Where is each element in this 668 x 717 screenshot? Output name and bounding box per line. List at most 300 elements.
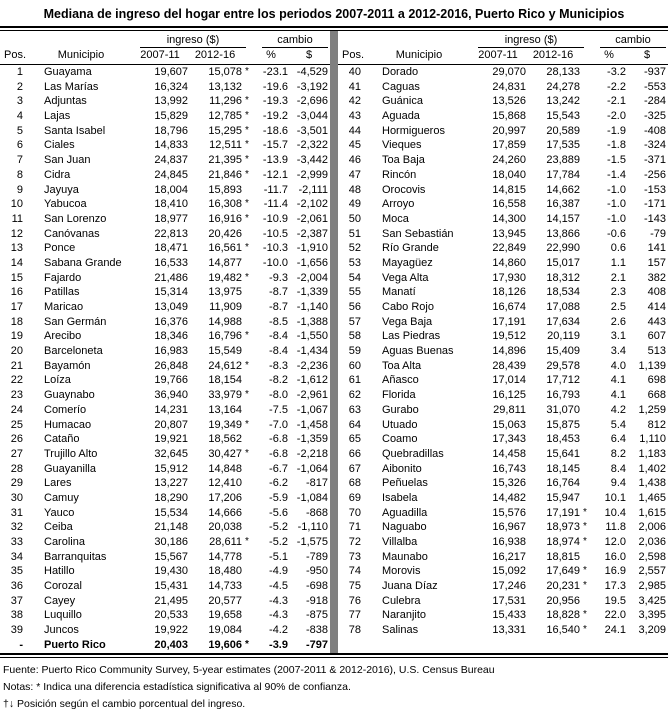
significance-star xyxy=(580,153,592,168)
change-usd-cell: 1,465 xyxy=(638,491,666,504)
municipio-cell: Culebra xyxy=(382,594,421,607)
change-usd-cell: -2,322 xyxy=(296,139,328,152)
significance-star xyxy=(580,491,592,506)
change-pct-cell: -2.1 xyxy=(607,95,626,108)
income-2012-16-cell: 13,975 xyxy=(208,286,242,299)
pos-cell: 52 xyxy=(348,242,361,255)
change-usd-cell: 443 xyxy=(647,315,666,328)
change-pct-cell: -1.0 xyxy=(607,198,626,211)
significance-star xyxy=(580,447,592,462)
table-row xyxy=(0,447,330,462)
municipio-cell: Bayamón xyxy=(44,359,91,372)
significance-star xyxy=(580,271,592,286)
table-row xyxy=(338,109,668,124)
income-2007-11-cell: 24,260 xyxy=(492,154,526,167)
group-spacer xyxy=(338,34,470,48)
table-row xyxy=(338,271,668,286)
table-row xyxy=(0,550,330,565)
change-pct-cell: -7.0 xyxy=(269,418,288,431)
income-2007-11-cell: 16,967 xyxy=(492,521,526,534)
municipio-cell: Mayagüez xyxy=(382,256,433,269)
income-2007-11-cell: 15,431 xyxy=(154,580,188,593)
pos-cell: 9 xyxy=(16,183,23,196)
pos-cell: 6 xyxy=(16,139,23,152)
municipio-cell: Carolina xyxy=(44,536,85,548)
table-row xyxy=(338,212,668,227)
income-2012-16-cell: 15,543 xyxy=(546,110,580,123)
income-2007-11-cell: 19,512 xyxy=(492,330,526,343)
significance-star xyxy=(580,373,592,388)
pos-cell: 11 xyxy=(11,212,23,225)
change-pct-cell: 1.1 xyxy=(610,256,626,269)
table-row xyxy=(0,94,330,109)
change-pct-cell: -1.0 xyxy=(607,183,626,196)
municipio-header: Municipio xyxy=(395,49,443,61)
table-row xyxy=(0,168,330,183)
table-row xyxy=(0,80,330,95)
pos-cell: 70 xyxy=(348,506,361,519)
change-pct-cell: -8.4 xyxy=(269,345,288,358)
change-pct-cell: -6.2 xyxy=(269,477,288,490)
pos-cell: 68 xyxy=(348,477,361,490)
municipio-cell: Canóvanas xyxy=(44,227,100,240)
change-usd-cell: -2,111 xyxy=(298,183,328,196)
income-2007-11-cell: 16,743 xyxy=(492,462,526,475)
significance-star: * xyxy=(583,580,587,592)
table-row xyxy=(0,594,330,609)
table-row xyxy=(0,491,330,506)
pos-cell: - xyxy=(19,638,23,651)
income-2007-11-cell: 32,645 xyxy=(154,447,188,460)
table-row xyxy=(338,506,668,521)
table-row xyxy=(338,197,668,212)
table-row xyxy=(0,564,330,579)
income-2007-11-cell: 15,326 xyxy=(492,477,526,490)
income-2012-16-cell: 14,877 xyxy=(208,256,242,269)
income-2012-16-cell: 16,308 xyxy=(208,198,242,211)
income-2012-16-cell: 14,848 xyxy=(208,462,242,475)
income-2007-11-cell: 14,458 xyxy=(492,447,526,460)
municipio-cell: Arroyo xyxy=(382,198,415,211)
income-2007-11-cell: 19,607 xyxy=(154,66,188,78)
municipio-cell: Coamo xyxy=(382,433,418,446)
municipio-cell: Yabucoa xyxy=(44,198,87,211)
change-usd-cell: -789 xyxy=(305,550,328,563)
table-row xyxy=(338,315,668,330)
pos-cell: 42 xyxy=(348,95,361,108)
change-pct-cell: -8.4 xyxy=(269,330,288,343)
significance-star xyxy=(580,300,592,315)
income-2007-11-cell: 22,849 xyxy=(492,242,526,255)
income-2012-16-cell: 12,785 xyxy=(208,110,242,123)
pos-cell: 56 xyxy=(348,301,361,313)
pos-cell: 22 xyxy=(10,374,23,387)
pos-cell: 25 xyxy=(10,418,23,431)
municipio-cell: Gurabo xyxy=(382,403,419,416)
significance-star xyxy=(242,579,254,594)
table-row xyxy=(338,344,668,359)
income-2007-11-cell: 13,331 xyxy=(492,624,526,637)
income-2012-16-cell: 20,589 xyxy=(546,124,580,137)
income-2007-11-cell: 15,534 xyxy=(154,506,188,519)
municipio-cell: Isabela xyxy=(382,491,418,504)
income-2007-11-cell: 20,403 xyxy=(154,638,188,651)
municipio-cell: Peñuelas xyxy=(382,477,428,490)
table-row xyxy=(0,315,330,330)
municipio-cell: Jayuya xyxy=(44,183,79,196)
municipio-cell: Caguas xyxy=(382,80,420,93)
income-2012-16-cell: 18,534 xyxy=(546,286,580,299)
table-row xyxy=(338,432,668,447)
change-usd-cell: -171 xyxy=(643,198,666,211)
income-2012-16-cell: 13,242 xyxy=(546,95,580,108)
pos-cell: 19 xyxy=(10,330,23,343)
municipio-cell: Guánica xyxy=(382,95,423,108)
pos-cell: 1 xyxy=(16,66,23,78)
source-note: Fuente: Puerto Rico Community Survey, 5-year estimates (2007-2011 & 2012-2016), U.S. Census Bureau xyxy=(3,663,495,676)
table-row xyxy=(338,168,668,183)
pos-cell: 39 xyxy=(10,624,23,637)
municipio-cell: Vieques xyxy=(382,139,422,152)
income-2012-16-cell: 31,070 xyxy=(546,403,580,416)
cambio-group-header: cambio xyxy=(600,34,666,48)
pos-cell: 2 xyxy=(16,80,23,93)
table-row xyxy=(0,241,330,256)
pos-cell: 78 xyxy=(348,624,361,637)
pos-cell: 8 xyxy=(16,168,23,181)
change-usd-cell: -918 xyxy=(305,594,328,607)
change-usd-cell: -838 xyxy=(305,624,328,637)
income-2012-16-cell: 14,988 xyxy=(208,315,242,328)
income-2007-11-cell: 14,231 xyxy=(154,403,188,416)
significance-star: * xyxy=(245,389,249,401)
pos-cell: 65 xyxy=(348,433,361,446)
income-2007-11-cell: 15,912 xyxy=(154,462,188,475)
change-pct-cell: -18.6 xyxy=(262,124,288,137)
significance-note: Notas: * Indica una diferencia estadística significativa al 90% de confianza. xyxy=(3,680,351,693)
income-2007-11-cell: 24,831 xyxy=(492,80,526,93)
table-row xyxy=(338,153,668,168)
change-usd-cell: -1,388 xyxy=(296,315,328,328)
table-row xyxy=(338,623,668,638)
table-row xyxy=(0,271,330,286)
income-2007-11-cell: 15,314 xyxy=(154,286,188,299)
pos-cell: 12 xyxy=(10,227,23,240)
pos-cell: 13 xyxy=(10,242,23,255)
significance-star: * xyxy=(245,198,249,210)
income-2007-11-cell: 17,343 xyxy=(492,433,526,446)
change-pct-cell: 8.2 xyxy=(610,447,626,460)
table-row xyxy=(338,403,668,418)
income-2007-11-cell: 19,921 xyxy=(154,433,188,446)
income-2012-16-cell: 17,649 xyxy=(546,565,580,578)
municipio-cell: Cabo Rojo xyxy=(382,301,434,313)
change-pct-cell: 9.4 xyxy=(610,477,626,490)
income-2012-16-cell: 15,017 xyxy=(546,256,580,269)
significance-star xyxy=(242,432,254,447)
income-2007-11-cell: 16,324 xyxy=(154,80,188,93)
municipio-cell: Naguabo xyxy=(382,521,427,534)
period1-header: 2007-11 xyxy=(140,49,180,61)
change-pct-cell: -11.7 xyxy=(263,183,288,196)
municipio-cell: Guayanilla xyxy=(44,462,96,475)
pos-header: Pos. xyxy=(341,49,364,61)
change-pct-cell: -9.3 xyxy=(269,271,288,284)
change-usd-cell: -3,501 xyxy=(296,124,328,137)
change-usd-cell: 1,139 xyxy=(638,359,666,372)
income-2007-11-cell: 22,813 xyxy=(154,227,188,240)
income-2007-11-cell: 19,922 xyxy=(154,624,188,637)
significance-star: * xyxy=(245,212,249,224)
table-row xyxy=(0,403,330,418)
significance-star: * xyxy=(583,521,587,533)
pos-cell: 73 xyxy=(348,550,361,563)
change-usd-cell: 3,209 xyxy=(638,624,666,637)
table-row xyxy=(0,623,330,638)
municipio-cell: Barceloneta xyxy=(44,345,103,358)
income-2007-11-cell: 15,433 xyxy=(492,609,526,622)
municipio-cell: Guayama xyxy=(44,66,92,78)
significance-star xyxy=(580,80,592,95)
income-2012-16-cell: 14,733 xyxy=(208,580,242,593)
change-usd-cell: 668 xyxy=(647,389,666,402)
pct-header: % xyxy=(604,49,614,61)
income-2007-11-cell: 18,796 xyxy=(154,124,188,137)
significance-star: * xyxy=(245,154,249,166)
pos-cell: 3 xyxy=(16,95,23,108)
municipio-cell: Orocovis xyxy=(382,183,426,196)
income-2007-11-cell: 20,997 xyxy=(492,124,526,137)
income-2012-16-cell: 20,426 xyxy=(208,227,242,240)
income-2012-16-cell: 15,295 xyxy=(208,124,242,137)
pos-cell: 75 xyxy=(348,580,361,593)
change-pct-cell: -11.4 xyxy=(263,198,288,211)
pos-cell: 51 xyxy=(348,227,361,240)
income-2007-11-cell: 13,049 xyxy=(154,301,188,313)
pos-cell: 63 xyxy=(348,403,361,416)
significance-star xyxy=(242,403,254,418)
change-usd-cell: 1,259 xyxy=(638,403,666,416)
income-2007-11-cell: 18,346 xyxy=(154,330,188,343)
change-usd-cell: -284 xyxy=(643,95,666,108)
change-pct-cell: -19.2 xyxy=(262,110,288,123)
municipio-cell: Juana Díaz xyxy=(382,580,438,593)
change-usd-cell: -817 xyxy=(305,477,328,490)
significance-star: * xyxy=(583,609,587,621)
pos-cell: 58 xyxy=(348,330,361,343)
change-usd-cell: -1,656 xyxy=(296,256,328,269)
table-row xyxy=(338,241,668,256)
change-usd-cell: -2,218 xyxy=(296,447,328,460)
pos-cell: 21 xyxy=(10,359,23,372)
municipio-cell: Moca xyxy=(382,212,409,225)
change-usd-cell: -2,696 xyxy=(296,95,328,108)
change-usd-cell: -4,529 xyxy=(296,66,328,78)
period1-header: 2007-11 xyxy=(478,49,518,61)
income-2007-11-cell: 15,868 xyxy=(492,110,526,123)
table-row xyxy=(0,109,330,124)
change-pct-cell: 4.2 xyxy=(610,403,626,416)
change-pct-cell: -15.7 xyxy=(262,139,288,152)
table-row xyxy=(338,285,668,300)
pos-cell: 41 xyxy=(348,80,361,93)
income-2007-11-cell: 13,992 xyxy=(154,95,188,108)
pos-cell: 45 xyxy=(348,139,361,152)
table-row xyxy=(338,535,668,550)
table-row xyxy=(0,462,330,477)
pos-cell: 44 xyxy=(348,124,361,137)
change-usd-cell: -1,339 xyxy=(296,286,328,299)
change-usd-cell: 1,438 xyxy=(638,477,666,490)
income-2007-11-cell: 16,938 xyxy=(492,536,526,548)
municipio-cell: Aibonito xyxy=(382,462,422,475)
municipio-cell: Salinas xyxy=(382,624,419,637)
income-2012-16-cell: 12,410 xyxy=(208,477,242,490)
column-header-row xyxy=(338,48,668,65)
table-row xyxy=(338,462,668,477)
table-row xyxy=(338,447,668,462)
municipio-cell: Quebradillas xyxy=(382,447,444,460)
pos-cell: 10 xyxy=(10,198,23,211)
pos-cell: 38 xyxy=(10,609,23,622)
change-pct-cell: -8.5 xyxy=(269,315,288,328)
pos-cell: 17 xyxy=(10,301,23,313)
change-pct-cell: -10.0 xyxy=(262,256,288,269)
change-usd-cell: 2,985 xyxy=(638,580,666,593)
income-2012-16-cell: 13,866 xyxy=(546,227,580,240)
income-2012-16-cell: 19,084 xyxy=(208,624,242,637)
income-2007-11-cell: 15,567 xyxy=(154,550,188,563)
income-2012-16-cell: 18,312 xyxy=(546,271,580,284)
pos-cell: 69 xyxy=(348,491,361,504)
change-usd-cell: 513 xyxy=(647,345,666,358)
income-2012-16-cell: 17,784 xyxy=(546,168,580,181)
pos-header: Pos. xyxy=(3,49,26,61)
significance-star xyxy=(242,491,254,506)
income-2012-16-cell: 19,349 xyxy=(208,418,242,431)
significance-star xyxy=(242,183,254,198)
income-2012-16-cell: 12,511 xyxy=(209,139,242,152)
income-2007-11-cell: 18,290 xyxy=(154,491,188,504)
municipio-cell: Patillas xyxy=(44,286,80,299)
change-pct-cell: -8.7 xyxy=(269,301,288,313)
income-2012-16-cell: 14,666 xyxy=(208,506,242,519)
change-pct-cell: 2.5 xyxy=(610,301,626,313)
income-2012-16-cell: 17,088 xyxy=(546,301,580,313)
pos-cell: 71 xyxy=(348,521,361,534)
significance-star xyxy=(580,344,592,359)
municipio-cell: Utuado xyxy=(382,418,418,431)
income-2012-16-cell: 17,634 xyxy=(546,315,580,328)
pos-cell: 26 xyxy=(10,433,23,446)
significance-star xyxy=(580,462,592,477)
table-row xyxy=(0,579,330,594)
change-usd-cell: 3,425 xyxy=(638,594,666,607)
change-usd-cell: -1,359 xyxy=(296,433,328,446)
pos-cell: 54 xyxy=(348,271,361,284)
change-pct-cell: -1.8 xyxy=(607,139,626,152)
change-pct-cell: 19.5 xyxy=(604,594,626,607)
municipio-cell: Manatí xyxy=(382,286,416,299)
municipio-cell: Las Piedras xyxy=(382,330,441,343)
income-2007-11-cell: 24,845 xyxy=(154,168,188,181)
significance-star xyxy=(580,418,592,433)
income-2012-16-cell: 16,793 xyxy=(546,389,580,402)
significance-star: * xyxy=(245,536,249,547)
income-2007-11-cell: 26,848 xyxy=(154,359,188,372)
income-2007-11-cell: 14,896 xyxy=(492,345,526,358)
income-2007-11-cell: 16,983 xyxy=(154,345,188,358)
significance-star: * xyxy=(245,139,249,151)
pos-cell: 49 xyxy=(348,198,361,211)
ingreso-group-header: ingreso ($) xyxy=(478,34,584,48)
table-row xyxy=(0,124,330,139)
change-pct-cell: -4.5 xyxy=(269,580,288,593)
municipio-cell: Vega Baja xyxy=(382,315,433,328)
ingreso-group-header: ingreso ($) xyxy=(140,34,246,48)
table-row xyxy=(338,418,668,433)
municipio-cell: Añasco xyxy=(382,374,419,387)
municipio-cell: Adjuntas xyxy=(44,95,87,108)
change-usd-cell: -868 xyxy=(305,506,328,519)
change-pct-cell: -4.3 xyxy=(269,609,288,622)
change-pct-cell: 16.0 xyxy=(604,550,626,563)
pos-cell: 14 xyxy=(10,256,23,269)
change-usd-cell: -2,004 xyxy=(296,271,328,284)
cambio-group-header: cambio xyxy=(262,34,328,48)
change-pct-cell: 11.8 xyxy=(605,521,626,534)
table-row xyxy=(338,359,668,374)
income-2007-11-cell: 14,833 xyxy=(154,139,188,152)
group-header-row xyxy=(0,31,330,48)
municipio-cell: San Lorenzo xyxy=(44,212,107,225)
change-pct-cell: -5.1 xyxy=(269,550,288,563)
sig-header-spacer xyxy=(580,48,592,64)
municipio-cell: Puerto Rico xyxy=(44,638,106,651)
change-pct-cell: -23.1 xyxy=(262,66,288,78)
change-usd-cell: 414 xyxy=(647,301,666,313)
change-pct-cell: 6.4 xyxy=(610,433,626,446)
change-usd-cell: -1,140 xyxy=(296,301,328,313)
change-pct-cell: 0.6 xyxy=(610,242,626,255)
change-usd-cell: 1,110 xyxy=(639,433,666,446)
significance-star xyxy=(580,227,592,242)
income-2012-16-cell: 14,662 xyxy=(546,183,580,196)
change-pct-cell: 3.4 xyxy=(610,345,626,358)
income-2012-16-cell: 15,549 xyxy=(208,345,242,358)
change-usd-cell: 607 xyxy=(647,330,666,343)
change-pct-cell: -5.9 xyxy=(269,491,288,504)
change-pct-cell: 10.4 xyxy=(604,506,626,519)
municipio-cell: Toa Alta xyxy=(382,359,422,372)
income-2007-11-cell: 21,148 xyxy=(154,521,188,534)
income-2007-11-cell: 18,004 xyxy=(154,183,188,196)
municipio-cell: Guaynabo xyxy=(44,389,95,402)
table-row xyxy=(0,418,330,433)
table-row xyxy=(0,432,330,447)
income-2012-16-cell: 18,154 xyxy=(208,374,242,387)
income-2007-11-cell: 15,092 xyxy=(492,565,526,578)
change-usd-cell: -797 xyxy=(305,638,328,651)
pos-cell: 23 xyxy=(10,389,23,402)
income-2012-16-cell: 20,119 xyxy=(547,330,580,343)
pos-cell: 29 xyxy=(10,477,23,490)
income-2007-11-cell: 28,439 xyxy=(492,359,526,372)
change-usd-cell: -371 xyxy=(643,154,666,167)
income-2012-16-cell: 20,956 xyxy=(546,594,580,607)
significance-star xyxy=(580,109,592,124)
table-row xyxy=(338,183,668,198)
